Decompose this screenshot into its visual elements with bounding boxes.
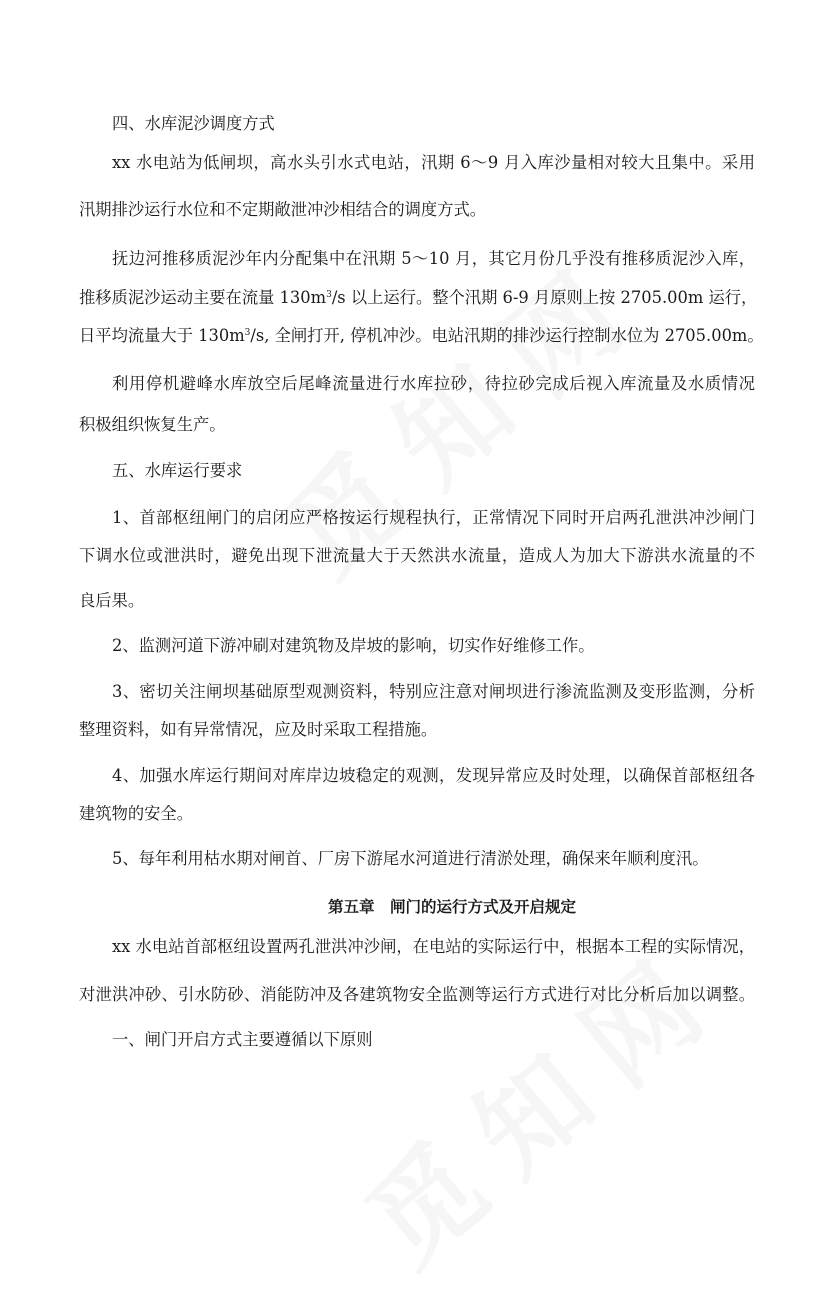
watermark (328, 903, 751, 1294)
text: 推移质泥沙运动主要在流量 130m (79, 288, 327, 307)
paragraph-line (79, 325, 764, 347)
superscript: 3 (326, 290, 332, 300)
text: /s 以上运行。整个汛期 6-9 月原则上按 2705.00m 运行， (331, 288, 758, 307)
paragraph-line: 下调水位或泄洪时，避免出现下泄流量大于天然洪水流量，造成人为加大下游洪水流量的不 (79, 546, 755, 565)
paragraph-line: 抚边河推移质泥沙年内分配集中在汛期 5～10 月，其它月份几乎没有推移质泥沙入库， (112, 249, 755, 268)
paragraph-line: 良后果。 (79, 591, 145, 610)
superscript: 3 (244, 328, 251, 338)
paragraph-line: 建筑物的安全。 (79, 804, 193, 823)
paragraph-line: 利用停机避峰水库放空后尾峰流量进行水库拉砂，待拉砂完成后视入库流量及水质情况 (112, 374, 755, 393)
text: /s, 全闸打开, 停机冲沙。电站汛期的排沙运行控制水位为 2705.00m。 (250, 326, 764, 345)
paragraph-line: 1、首部枢纽闸门的启闭应严格按运行规程执行，正常情况下同时开启两孔泄洪冲沙闸门 (112, 508, 755, 527)
paragraph-line (79, 287, 758, 309)
paragraph-line: 3、密切关注闸坝基础原型观测资料，特别应注意对闸坝进行渗流监测及变形监测，分析 (112, 682, 755, 701)
paragraph-line: 4、加强水库运行期间对库岸边坡稳定的观测，发现异常应及时处理，以确保首部枢纽各 (112, 766, 755, 785)
paragraph-line: xx 水电站为低闸坝，高水头引水式电站，汛期 6～9 月入库沙量相对较大且集中。采用 (112, 153, 755, 172)
paragraph-line: 2、监测河道下游冲刷对建筑物及岸坡的影响，切实作好维修工作。 (112, 636, 595, 655)
text: 日平均流量大于 130m (79, 326, 245, 345)
section-heading: 一、闸门开启方式主要遵循以下原则 (112, 1030, 373, 1049)
paragraph-line: 积极组织恢复生产。 (79, 415, 226, 434)
section-heading: 四、水库泥沙调度方式 (112, 114, 275, 133)
chapter-title: 第五章 闸门的运行方式及开启规定 (327, 898, 576, 916)
paragraph-line: 5、每年利用枯水期对闸首、厂房下游尾水河道进行清淤处理，确保来年顺利度汛。 (112, 849, 709, 868)
paragraph-line: 汛期排沙运行水位和不定期敞泄冲沙相结合的调度方式。 (79, 200, 487, 219)
paragraph-line: 整理资料，如有异常情况，应及时采取工程措施。 (79, 720, 438, 739)
paragraph-line: 对泄洪冲砂、引水防砂、消能防冲及各建筑物安全监测等运行方式进行对比分析后加以调整。 (79, 985, 755, 1004)
paragraph-line: xx 水电站首部枢纽设置两孔泄洪冲沙闸，在电站的实际运行中，根据本工程的实际情况， (112, 937, 755, 956)
section-heading: 五、水库运行要求 (112, 461, 243, 480)
